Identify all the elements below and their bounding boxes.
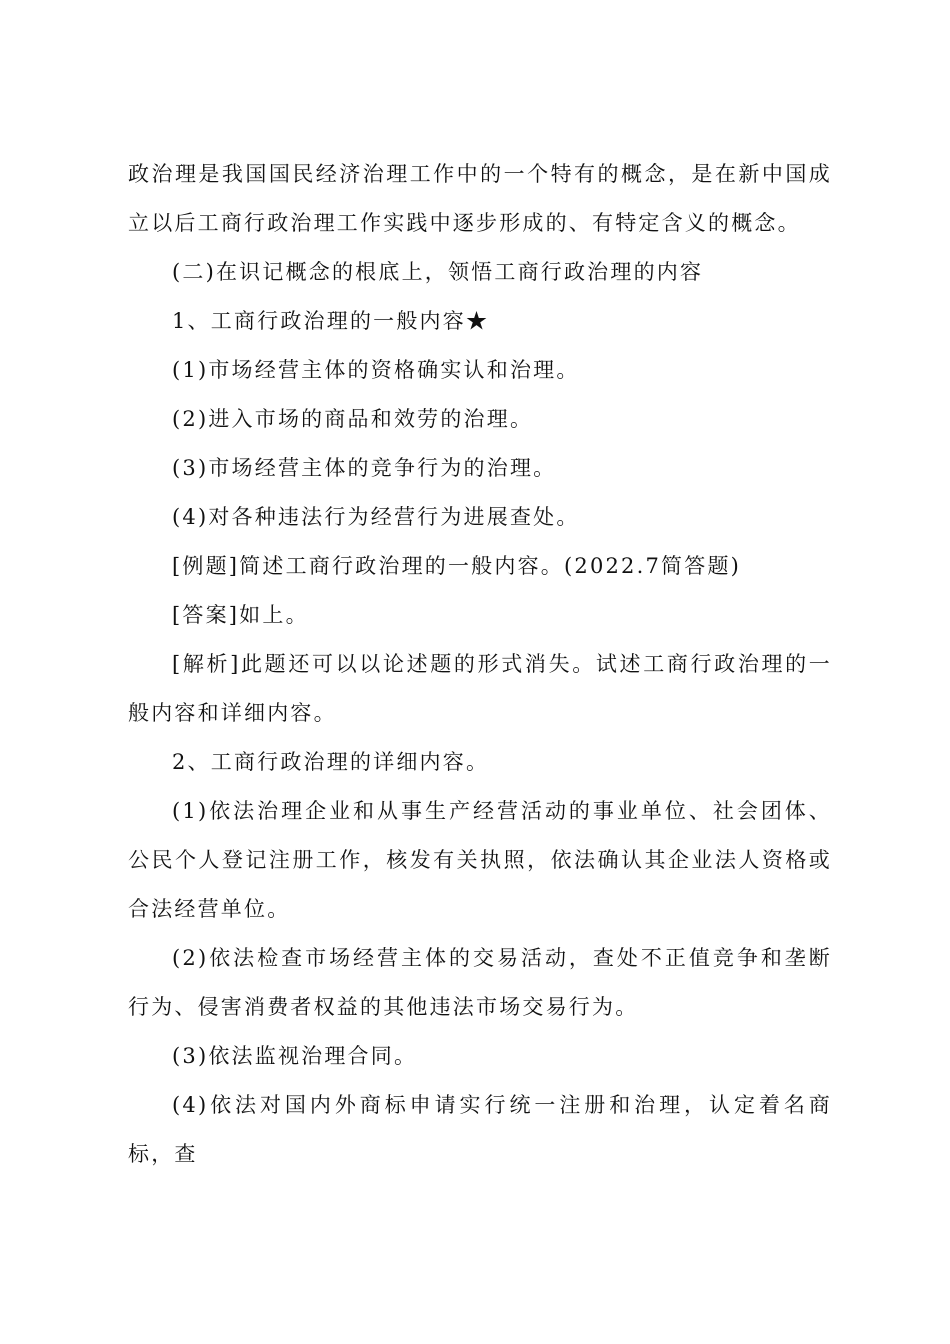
section-heading-understand-content: (二)在识记概念的根底上，领悟工商行政治理的内容 — [172, 260, 704, 284]
list-item-general-3: (3)市场经营主体的竞争行为的治理。 — [172, 456, 557, 480]
document-body — [128, 150, 832, 1179]
list-item-general-4: (4)对各种违法行为经营行为进展查处。 — [172, 505, 580, 529]
paragraph-intro-continuation: 政治理是我国国民经济治理工作中的一个特有的概念，是在新中国成立以后工商行政治理工作实践中逐步形成的、有特定含义的概念。 — [128, 162, 832, 235]
example-analysis: [解析]此题还可以以论述题的形式消失。试述工商行政治理的一般内容和详细内容。 — [128, 652, 832, 725]
subheading-general-content: 1、工商行政治理的一般内容★ — [172, 309, 490, 333]
list-item-detailed-2: (2)依法检查市场经营主体的交易活动，查处不正值竞争和垄断行为、侵害消费者权益的其他违法市场交易行为。 — [128, 946, 832, 1019]
list-item-general-1: (1)市场经营主体的资格确实认和治理。 — [172, 358, 580, 382]
example-question: [例题]简述工商行政治理的一般内容。(2022.7简答题) — [172, 554, 742, 578]
list-item-general-2: (2)进入市场的商品和效劳的治理。 — [172, 407, 534, 431]
list-item-detailed-4: (4)依法对国内外商标申请实行统一注册和治理，认定着名商标，查 — [128, 1093, 832, 1166]
list-item-detailed-1: (1)依法治理企业和从事生产经营活动的事业单位、社会团体、公民个人登记注册工作，核发有关执照，依法确认其企业法人资格或合法经营单位。 — [128, 799, 832, 921]
list-item-detailed-3: (3)依法监视治理合同。 — [172, 1044, 418, 1068]
example-answer: [答案]如上。 — [172, 603, 309, 627]
subheading-detailed-content: 2、工商行政治理的详细内容。 — [172, 750, 490, 774]
